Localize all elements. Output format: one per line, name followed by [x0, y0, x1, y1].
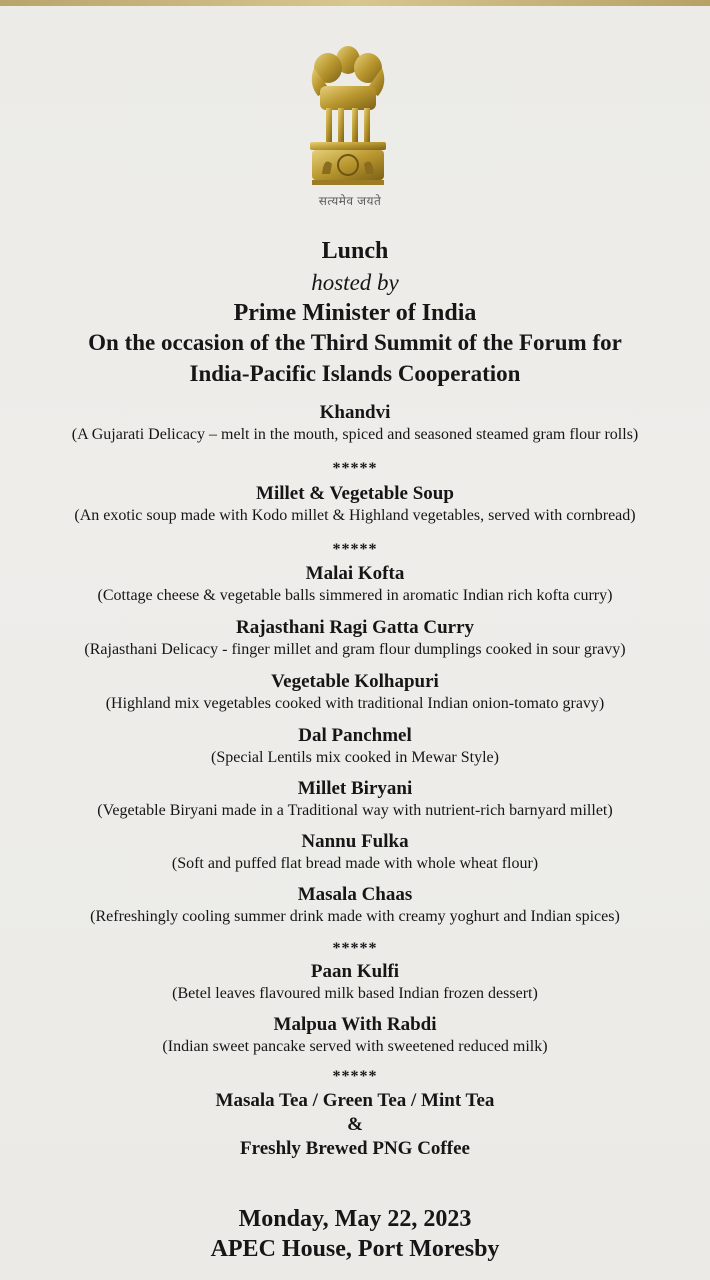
menu-item: [0, 671, 710, 714]
occasion-line-1: On the occasion of the Third Summit of the Forum for: [88, 330, 622, 355]
dish-name: Masala Chaas: [297, 884, 413, 905]
dish-description: (Highland mix vegetables cooked with traditional Indian onion-tomato gravy): [105, 695, 605, 712]
dish-name: Malpua With Rabdi: [273, 1014, 437, 1035]
course-separator: *****: [332, 460, 378, 477]
menu-item: [0, 961, 710, 1004]
menu-card: [0, 6, 710, 1280]
emblem-motto: सत्यमेव जयते: [318, 194, 382, 208]
dish-name: Dal Panchmel: [298, 725, 412, 746]
dish-description: (Rajasthani Delicacy - finger millet and gram flour dumplings cooked in sour gravy): [84, 641, 626, 658]
host-name: Prime Minister of India: [233, 300, 477, 326]
beverage-ampersand: &: [347, 1114, 363, 1135]
dish-description: (Vegetable Biryani made in a Traditional way with nutrient-rich barnyard millet): [97, 802, 613, 819]
dish-name: Millet Biryani: [297, 778, 413, 799]
menu-item: [0, 884, 710, 927]
tea-options: Masala Tea / Green Tea / Mint Tea: [215, 1090, 495, 1111]
dish-description: (Indian sweet pancake served with sweetened reduced milk): [162, 1038, 548, 1055]
national-emblem-icon: [300, 38, 396, 190]
menu-item: [0, 831, 710, 874]
menu-item: [0, 617, 710, 660]
dish-name: Paan Kulfi: [310, 961, 400, 982]
coffee-option: Freshly Brewed PNG Coffee: [240, 1138, 470, 1159]
event-venue: APEC House, Port Moresby: [210, 1236, 500, 1262]
dish-name: Millet & Vegetable Soup: [256, 483, 454, 504]
dish-description: (Betel leaves flavoured milk based Indian frozen dessert): [172, 985, 538, 1002]
menu-item: [0, 1014, 710, 1057]
dish-description: (Special Lentils mix cooked in Mewar Style): [211, 749, 499, 766]
dish-name: Khandvi: [319, 402, 391, 423]
dish-name: Malai Kofta: [305, 563, 405, 584]
hosted-by-text: hosted by: [311, 270, 399, 295]
menu-item: [0, 402, 710, 445]
dish-description: (Cottage cheese & vegetable balls simmered in aromatic Indian rich kofta curry): [97, 587, 613, 604]
dish-name: Vegetable Kolhapuri: [271, 671, 439, 692]
menu-item: [0, 778, 710, 821]
dish-description: (Soft and puffed flat bread made with whole wheat flour): [171, 855, 539, 872]
dish-description: (A Gujarati Delicacy – melt in the mouth, spiced and seasoned steamed gram flour rolls): [71, 426, 639, 443]
course-separator: *****: [332, 940, 378, 957]
course-separator: *****: [332, 1068, 378, 1085]
course-separator: *****: [332, 541, 378, 558]
meal-title: Lunch: [321, 238, 389, 264]
menu-item: [0, 563, 710, 606]
menu-item: [0, 725, 710, 768]
dish-description: (Refreshingly cooling summer drink made with creamy yoghurt and Indian spices): [90, 908, 620, 925]
menu-item: [0, 483, 710, 526]
dish-name: Nannu Fulka: [301, 831, 409, 852]
occasion-line-2: India-Pacific Islands Cooperation: [189, 361, 521, 386]
dish-description: (An exotic soup made with Kodo millet & Highland vegetables, served with cornbread): [74, 507, 636, 524]
dish-name: Rajasthani Ragi Gatta Curry: [235, 617, 475, 638]
event-date: Monday, May 22, 2023: [238, 1206, 472, 1232]
